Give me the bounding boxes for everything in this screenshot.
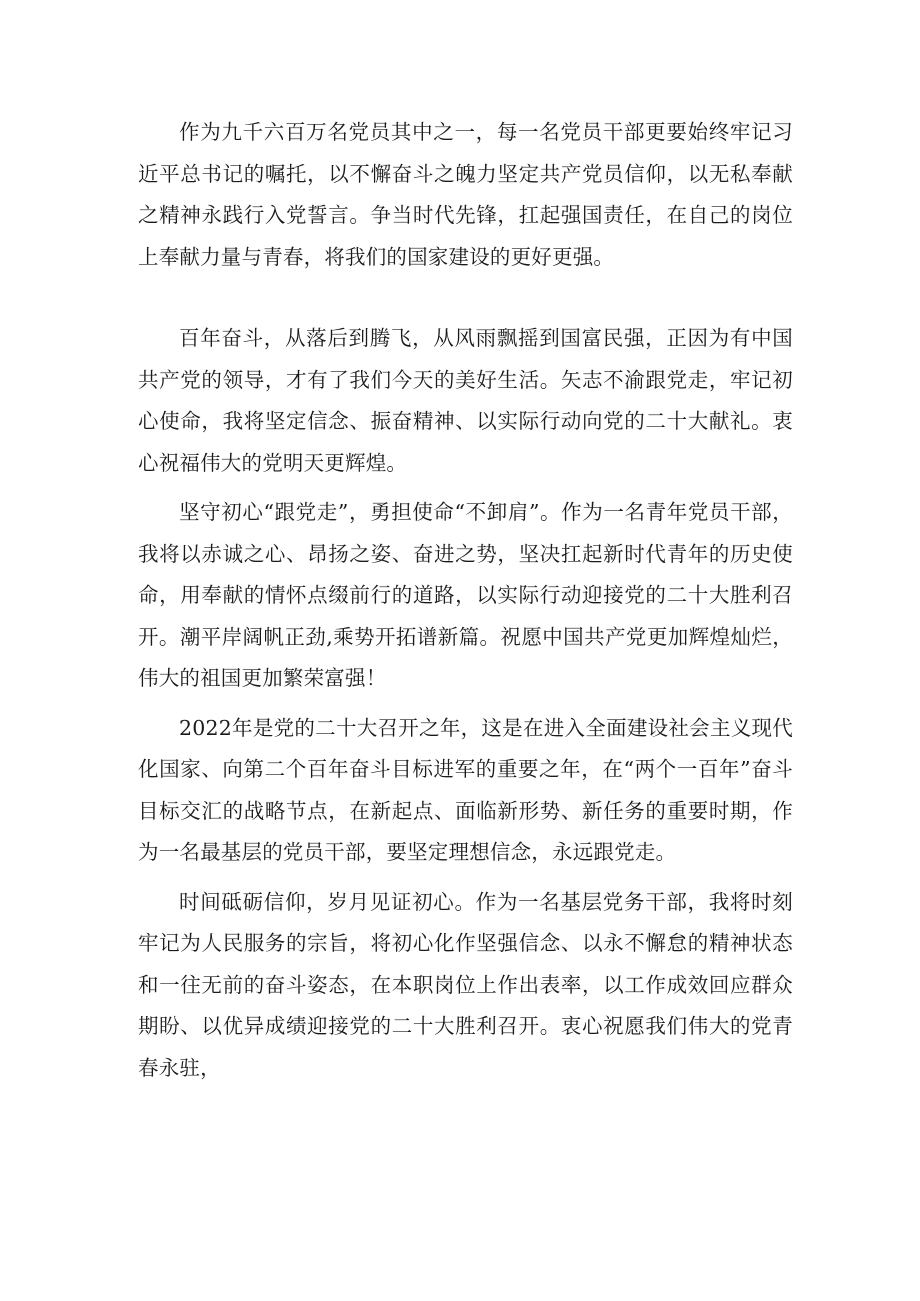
paragraph-3: 坚守初心“跟党走”，勇担使命“不卸肩”。作为一名青年党员干部，我将以赤诚之心、昂扬之姿、奋进之势，坚决扛起新时代青年的历史使命，用奉献的情怀点缀前行的道路，以实际行动迎接党的二十大胜利召开。潮平岸阔帆正劲,乘势开拓谱新篇。祝愿中国共产党更加辉煌灿烂，伟大的祖国更加繁荣富强！ bbox=[138, 500, 793, 690]
paragraph-5: 时间砥砺信仰，岁月见证初心。作为一名基层党务干部，我将时刻牢记为人民服务的宗旨，将初心化作坚强信念、以永不懈怠的精神状态和一往无前的奋斗姿态，在本职岗位上作出表率，以工作成效回应群众期盼、以优异成绩迎接党的二十大胜利召开。衷心祝愿我们伟大的党青春永驻， bbox=[138, 889, 793, 1080]
document-body bbox=[138, 112, 793, 1089]
paragraph-1: 作为九千六百万名党员其中之一，每一名党员干部更要始终牢记习近平总书记的嘱托，以不懈奋斗之魄力坚定共产党员信仰，以无私奉献之精神永践行入党誓言。争当时代先锋，扛起强国责任，在自己的岗位上奉献力量与青春，将我们的国家建设的更好更强。 bbox=[138, 120, 793, 269]
paragraph-4: 2022年是党的二十大召开之年，这是在进入全面建设社会主义现代化国家、向第二个百年奋斗目标进军的重要之年，在“两个一百年”奋斗目标交汇的战略节点，在新起点、面临新形势、新任务的重要时期，作为一名最基层的党员干部，要坚定理想信念，永远跟党走。 bbox=[138, 715, 793, 864]
paragraph-2: 百年奋斗，从落后到腾飞，从风雨飘摇到国富民强，正因为有中国共产党的领导，才有了我们今天的美好生活。矢志不渝跟党走，牢记初心使命，我将坚定信念、振奋精神、以实际行动向党的二十大献礼。衷心祝福伟大的党明天更辉煌。 bbox=[138, 326, 793, 475]
